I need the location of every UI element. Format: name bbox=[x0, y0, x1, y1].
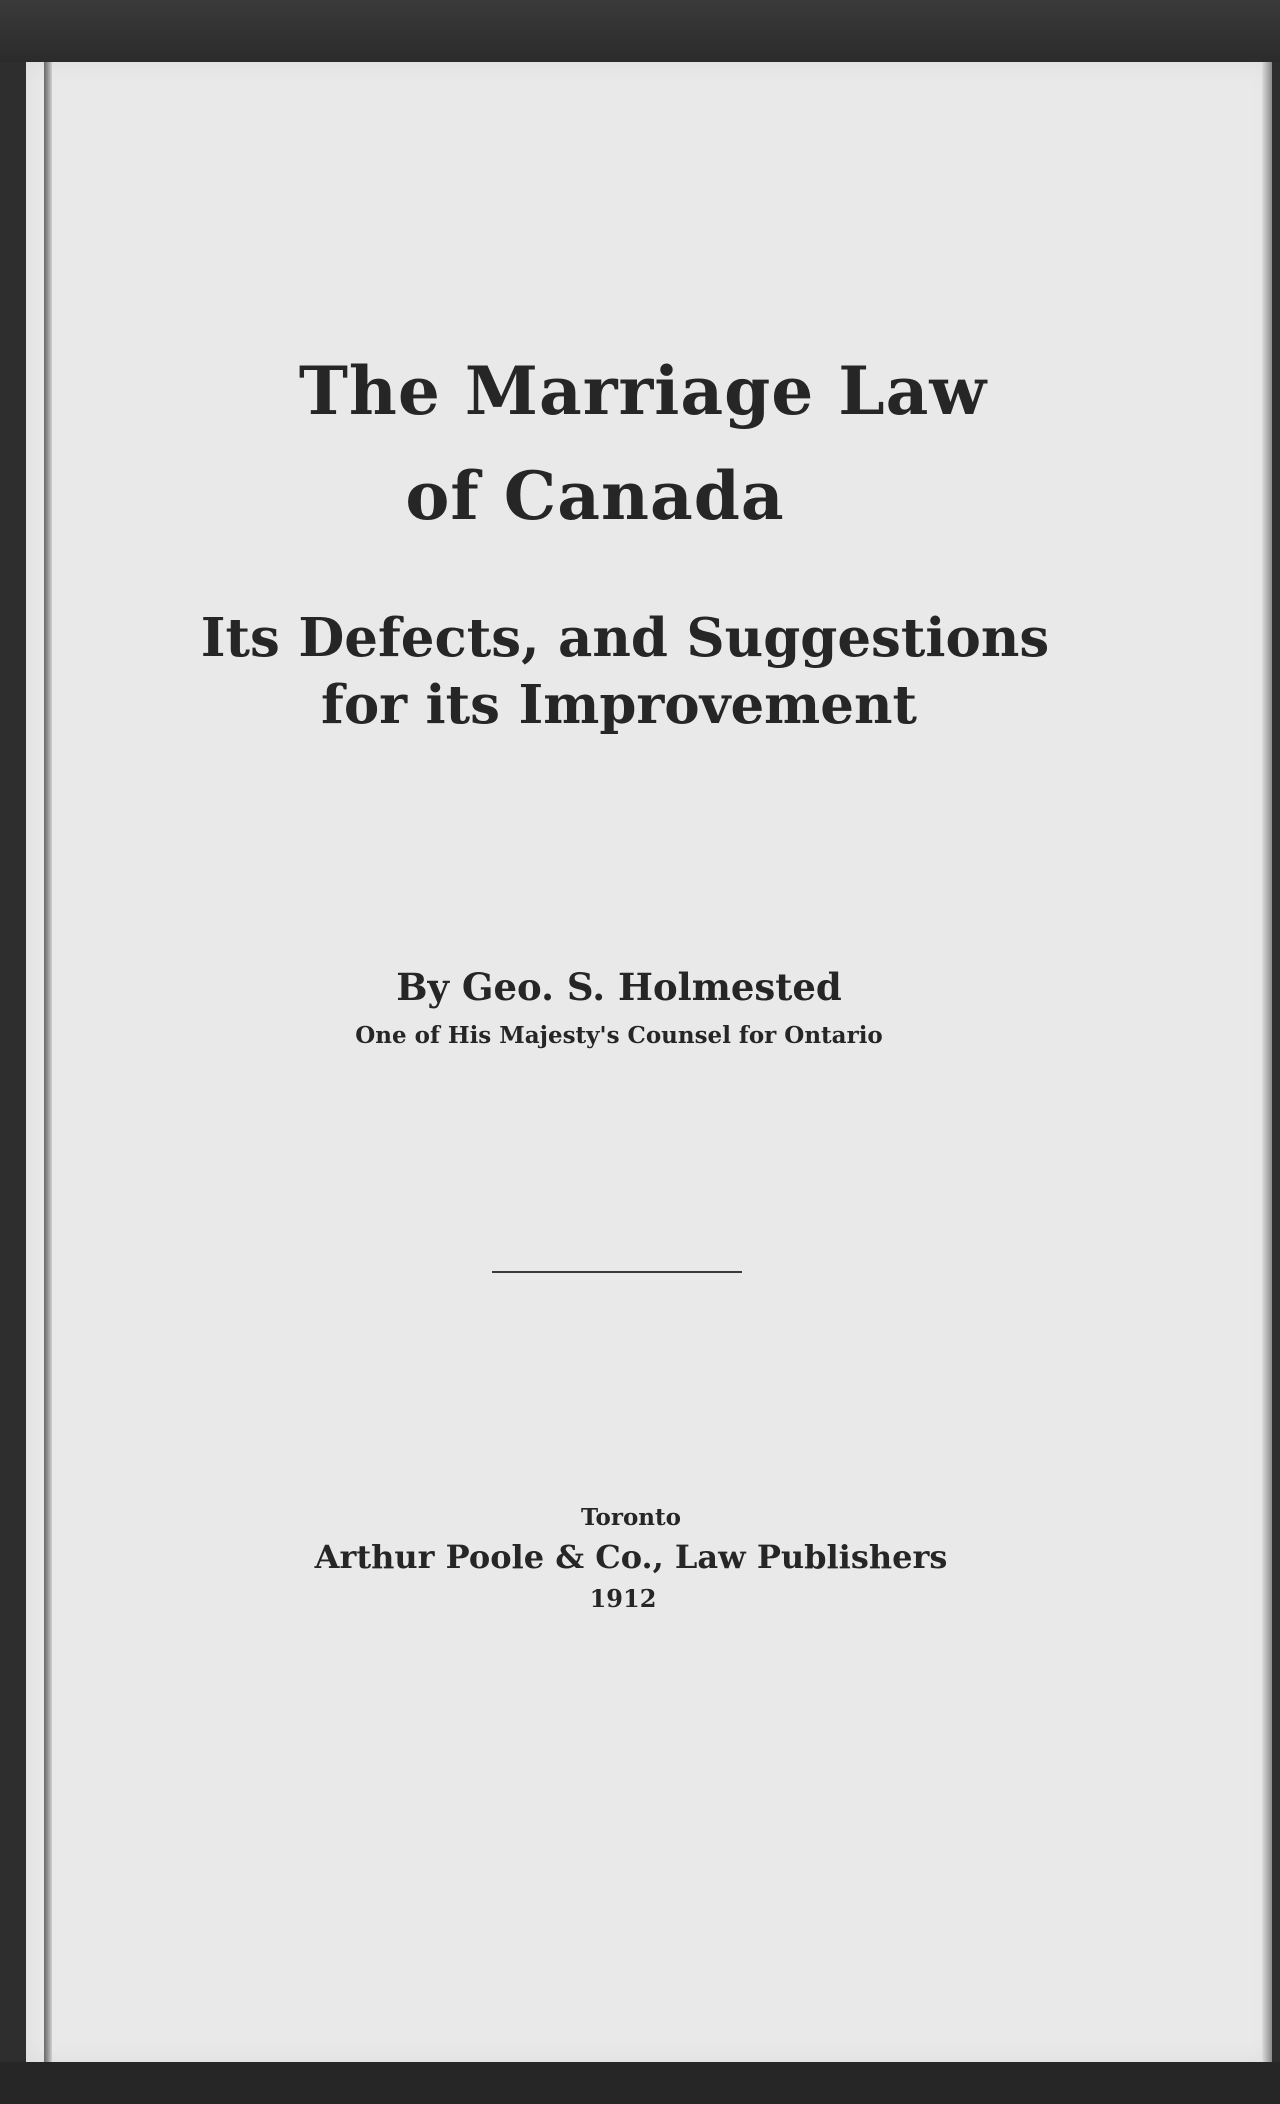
title-page bbox=[26, 62, 1272, 2062]
publication-place: Toronto bbox=[581, 1504, 681, 1531]
separator-rule bbox=[492, 1271, 742, 1273]
publisher-name: Arthur Poole & Co., Law Publishers bbox=[314, 1538, 948, 1576]
scan-background-top bbox=[0, 0, 1280, 62]
publication-year: 1912 bbox=[589, 1584, 657, 1613]
book-subtitle-line-2: for its Improvement bbox=[321, 674, 917, 736]
book-title-line-2: of Canada bbox=[405, 457, 785, 535]
book-title-line-1: The Marriage Law bbox=[298, 352, 988, 430]
scan-background-bottom bbox=[0, 2062, 1280, 2104]
author-credentials: One of His Majesty's Counsel for Ontario bbox=[355, 1022, 883, 1049]
book-subtitle-line-1: Its Defects, and Suggestions bbox=[200, 607, 1050, 669]
author-name: By Geo. S. Holmested bbox=[396, 965, 842, 1009]
